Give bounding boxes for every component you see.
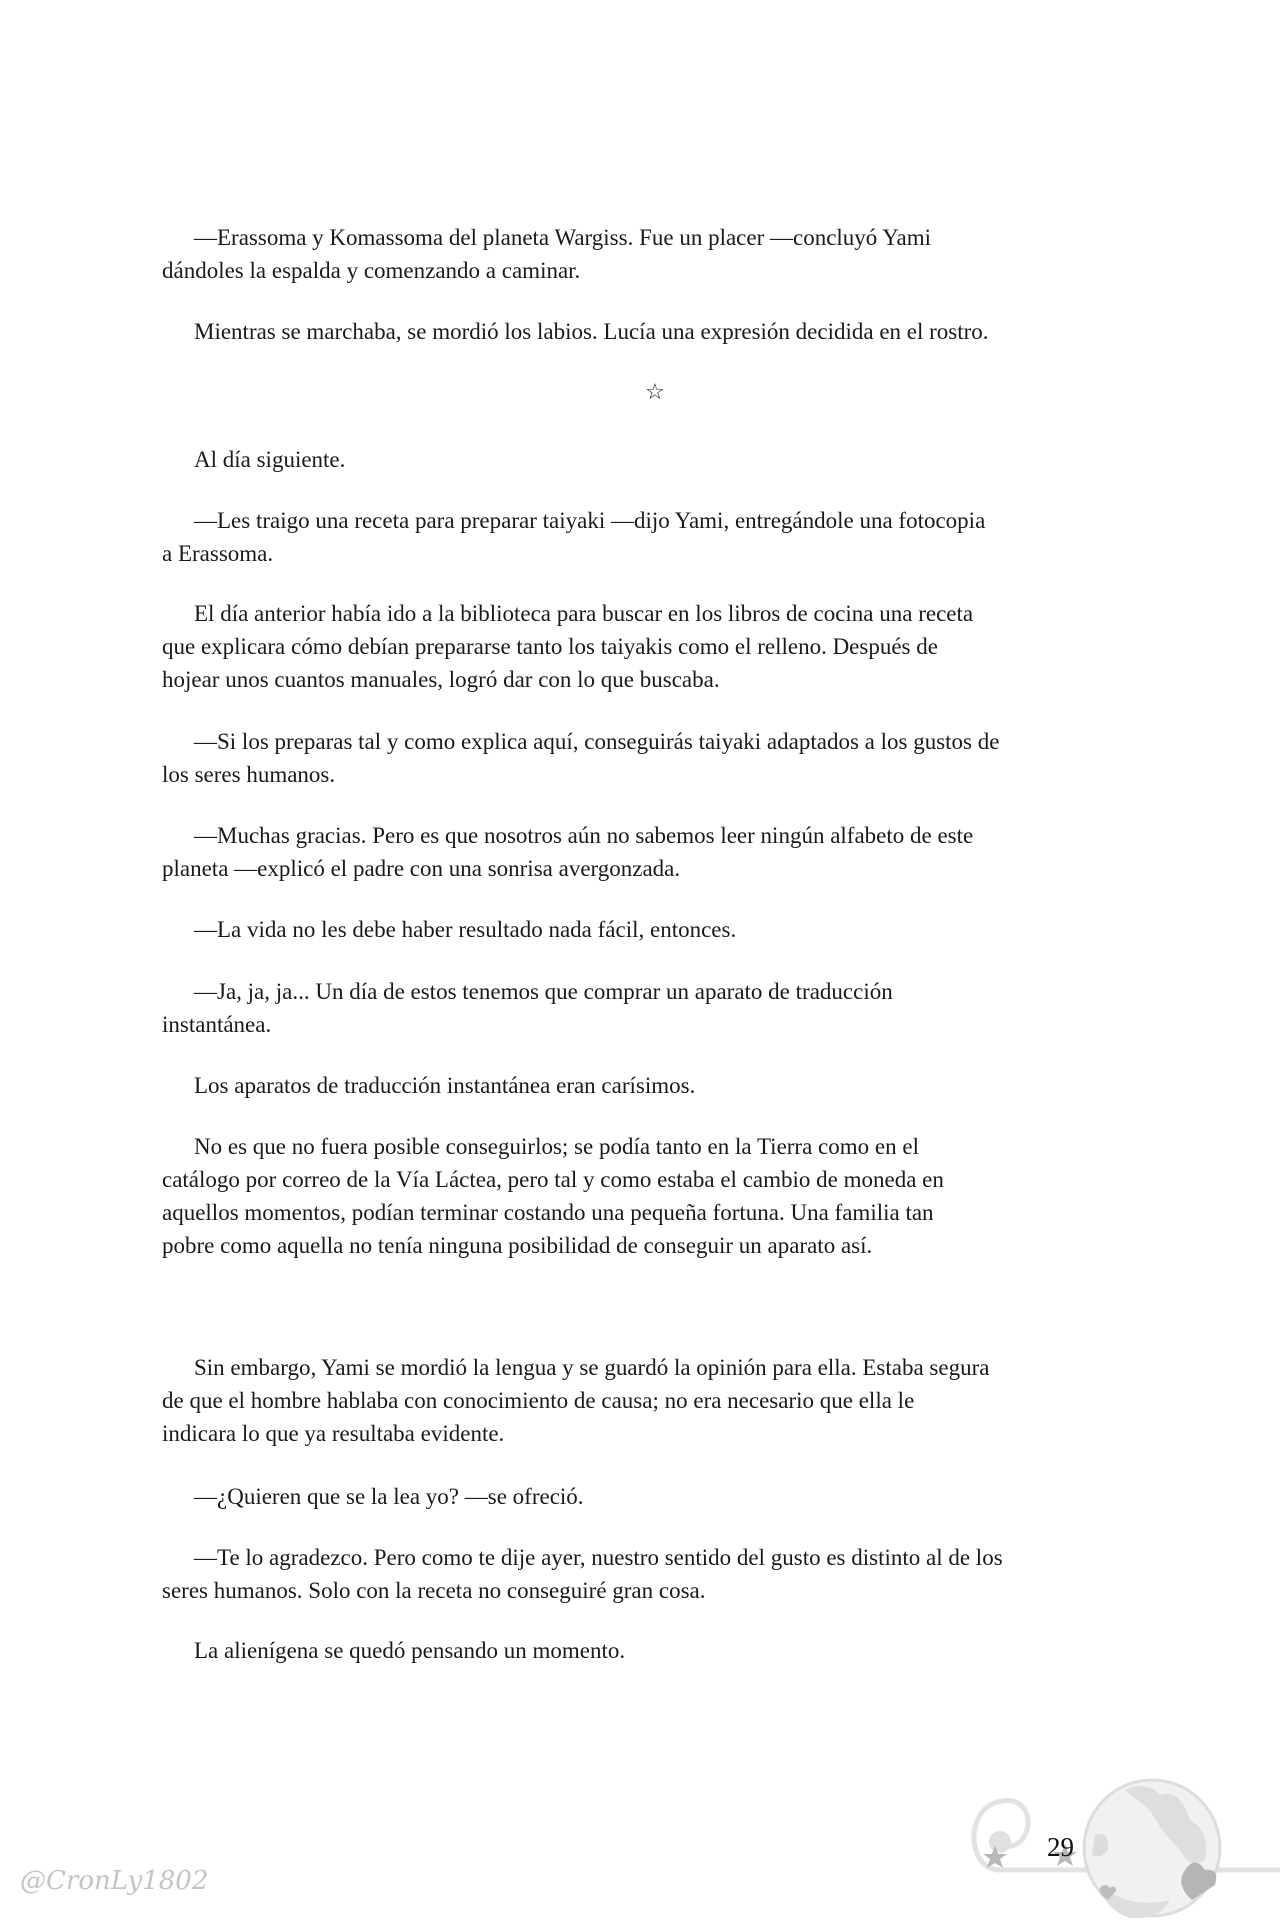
- text-line: Al día siguiente.: [194, 447, 346, 472]
- text-line: Sin embargo, Yami se mordió la lengua y se guardó la opinión para ella. Estaba segura: [194, 1355, 990, 1380]
- paragraph: [162, 443, 1122, 476]
- text-line: seres humanos. Solo con la receta no conseguiré gran cosa.: [162, 1578, 706, 1603]
- paragraph: [162, 315, 1122, 348]
- paragraph: [162, 913, 1122, 946]
- paragraph: [162, 1541, 1122, 1607]
- text-line: —Les traigo una receta para preparar taiyaki —dijo Yami, entregándole una fotocopia: [194, 508, 986, 533]
- text-line: dándoles la espalda y comenzando a caminar.: [162, 258, 581, 283]
- paragraph: [162, 1069, 1122, 1102]
- paragraph: [162, 1480, 1122, 1513]
- text-line: —La vida no les debe haber resultado nada fácil, entonces.: [194, 917, 737, 942]
- text-line: planeta —explicó el padre con una sonrisa avergonzada.: [162, 856, 681, 881]
- text-line: indicara lo que ya resultaba evidente.: [162, 1421, 505, 1446]
- paragraph: [162, 1130, 1122, 1262]
- text-line: los seres humanos.: [162, 762, 336, 787]
- paragraph: [162, 221, 1122, 287]
- text-line: a Erassoma.: [162, 541, 274, 566]
- text-line: No es que no fuera posible conseguirlos; se podía tanto en la Tierra como en el: [194, 1134, 919, 1159]
- text-line: La alienígena se quedó pensando un momento.: [194, 1638, 626, 1663]
- section-break-star: ☆: [645, 380, 665, 405]
- text-line: aquellos momentos, podían terminar costando una pequeña fortuna. Una familia tan: [162, 1200, 934, 1225]
- paragraph: [162, 1634, 1122, 1667]
- page-decoration-moon: [960, 1760, 1280, 1922]
- text-line: —¿Quieren que se la lea yo? —se ofreció.: [194, 1484, 584, 1509]
- text-line: —Muchas gracias. Pero es que nosotros aún no sabemos leer ningún alfabeto de este: [194, 823, 974, 848]
- paragraph: [162, 504, 1122, 570]
- text-line: catálogo por correo de la Vía Láctea, pero tal y como estaba el cambio de moneda en: [162, 1167, 944, 1192]
- text-line: Los aparatos de traducción instantánea eran carísimos.: [194, 1073, 696, 1098]
- paragraph: [162, 819, 1122, 885]
- text-line: instantánea.: [162, 1012, 272, 1037]
- paragraph: [162, 725, 1122, 791]
- text-line: —Erassoma y Komassoma del planeta Wargiss. Fue un placer —concluyó Yami: [194, 225, 931, 250]
- text-line: que explicara cómo debían prepararse tanto los taiyakis como el relleno. Después de: [162, 634, 938, 659]
- page-number: 29: [1047, 1832, 1074, 1862]
- watermark: @CronLy1802: [20, 1866, 209, 1896]
- text-line: pobre como aquella no tenía ninguna posibilidad de conseguir un aparato así.: [162, 1233, 873, 1258]
- paragraph: [162, 1351, 1122, 1450]
- text-line: —Si los preparas tal y como explica aquí, conseguirás taiyaki adaptados a los gustos de: [194, 729, 1000, 754]
- text-line: El día anterior había ido a la biblioteca para buscar en los libros de cocina una receta: [194, 601, 974, 626]
- text-line: hojear unos cuantos manuales, logró dar con lo que buscaba.: [162, 667, 720, 692]
- text-line: —Ja, ja, ja... Un día de estos tenemos que comprar un aparato de traducción: [194, 979, 893, 1004]
- text-line: —Te lo agradezco. Pero como te dije ayer, nuestro sentido del gusto es distinto al de los: [194, 1545, 1003, 1570]
- text-line: de que el hombre hablaba con conocimiento de causa; no era necesario que ella le: [162, 1388, 915, 1413]
- paragraph: [162, 597, 1122, 696]
- text-line: Mientras se marchaba, se mordió los labios. Lucía una expresión decidida en el rostro.: [194, 319, 989, 344]
- paragraph: [162, 975, 1122, 1041]
